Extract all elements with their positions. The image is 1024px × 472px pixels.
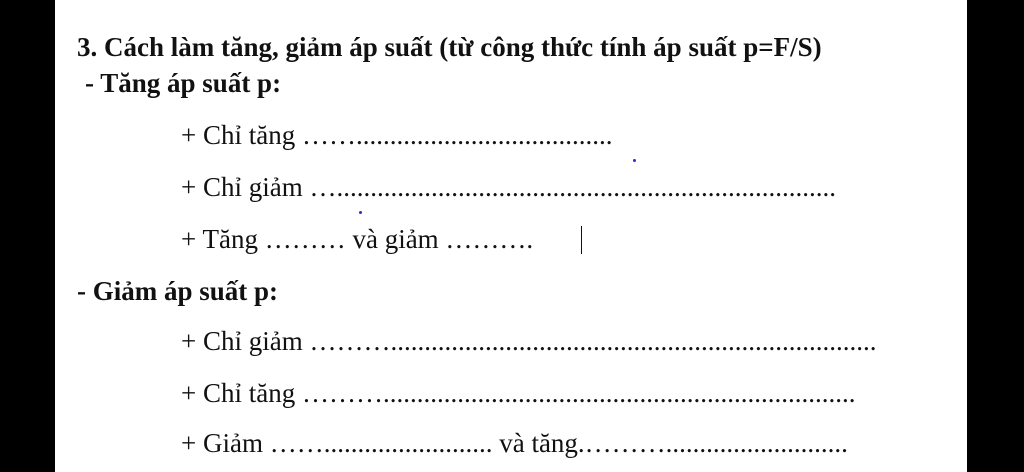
decrease-pressure-title: - Giảm áp suất p: (77, 276, 279, 306)
decrease-item-1: + Chỉ giảm ………........................................................................ (181, 326, 877, 356)
section-heading: 3. Cách làm tăng, giảm áp suất (từ công thức tính áp suất p=F/S) (77, 32, 822, 62)
decrease-item-2: + Chỉ tăng ………...................................................................... (181, 378, 856, 408)
document-page (55, 0, 967, 472)
increase-pressure-title: - Tăng áp suất p: (85, 68, 282, 98)
increase-item-3: + Tăng ……… và giảm ………. (181, 224, 534, 254)
stray-dot-mark (359, 211, 362, 214)
stray-dot-mark (633, 159, 636, 162)
text-cursor (581, 226, 582, 254)
decrease-item-3: + Giảm ……......................... và tăng.………........................... (181, 428, 848, 458)
increase-item-2: + Chỉ giảm ….......................................................................... (181, 172, 836, 202)
increase-item-1: + Chỉ tăng ……...................................... (181, 120, 613, 150)
